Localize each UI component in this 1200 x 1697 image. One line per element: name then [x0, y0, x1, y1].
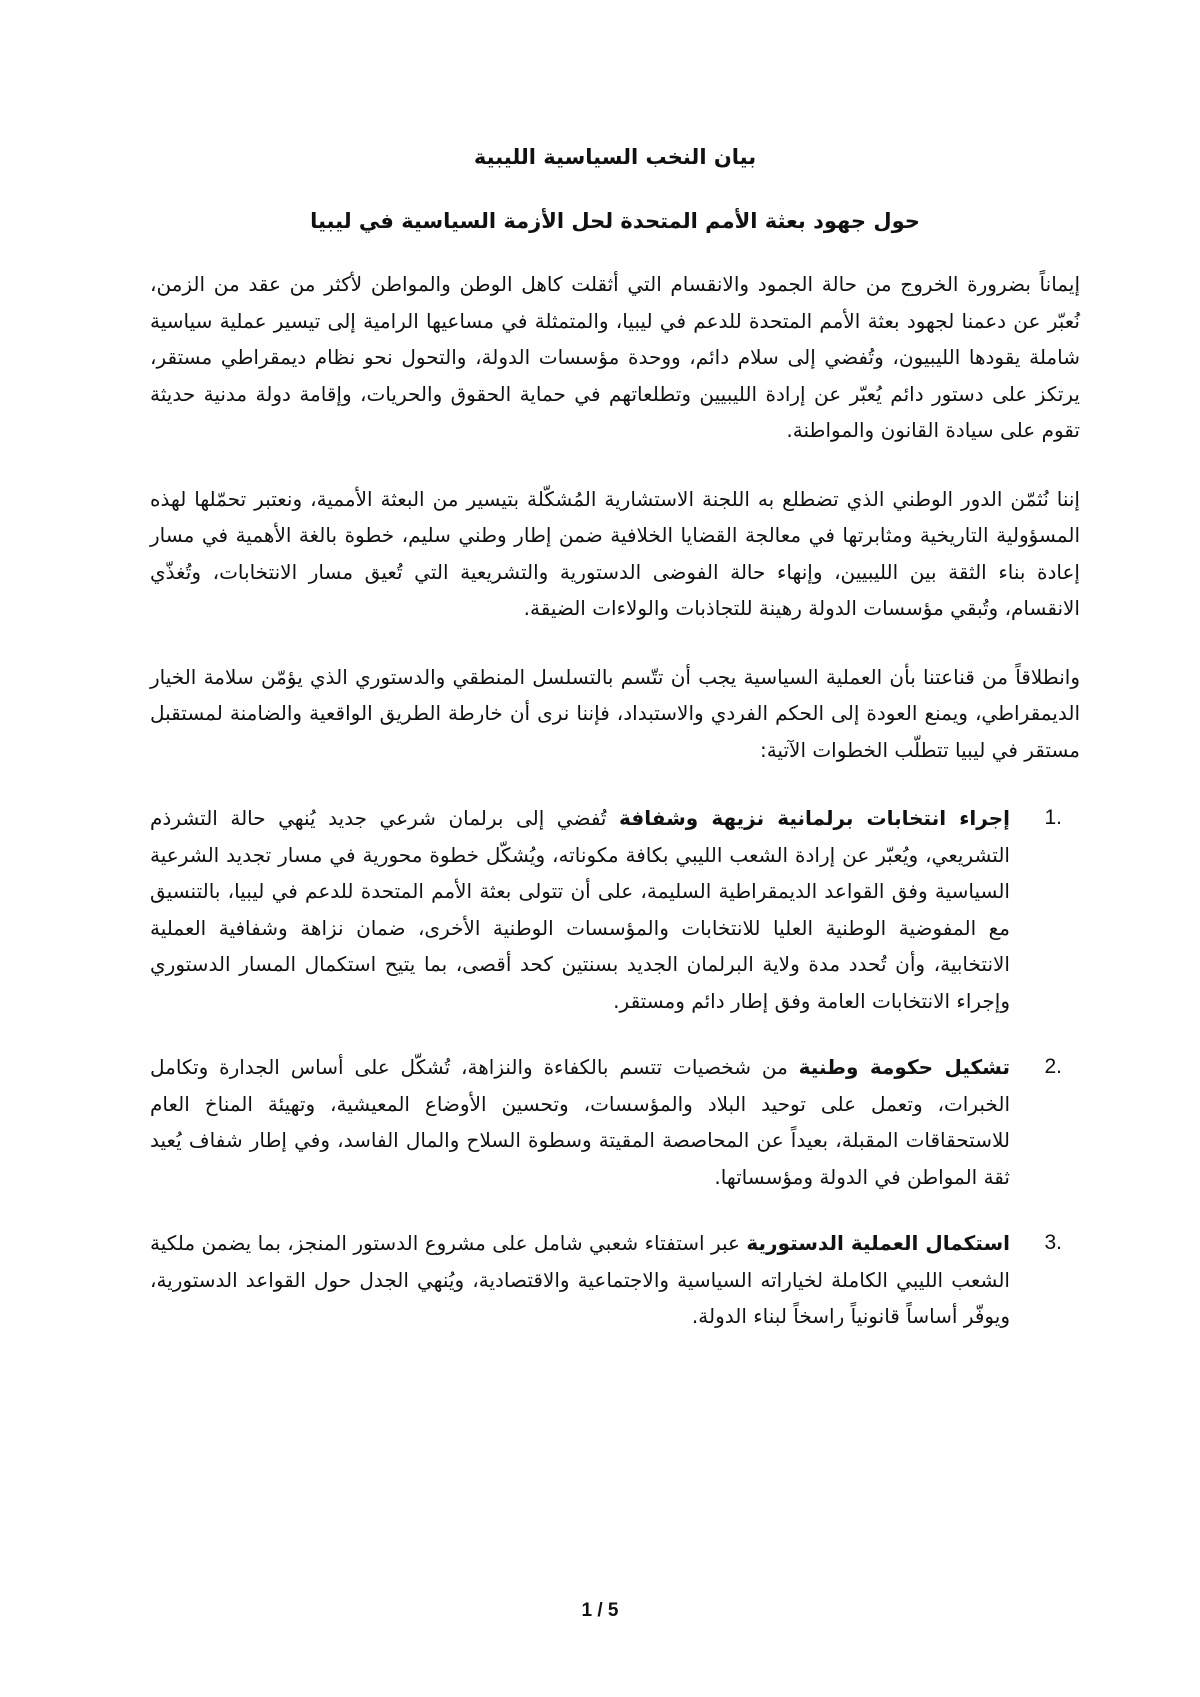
- step-text: عبر استفتاء شعبي شامل على مشروع الدستور المنجز، بما يضمن ملكية الشعب الليبي الكاملة لخياراته السياسية والاجتماعية والاقتصادية، ويُنهي الجدل حول القواعد الدستورية، ويوفّر أساساً قانونياً راسخاً لبناء الدولة.: [150, 1231, 1010, 1328]
- step-text: من شخصيات تتسم بالكفاءة والنزاهة، تُشكّل على أساس الجدارة وتكامل الخبرات، وتعمل على توحيد البلاد والمؤسسات، وتحسين الأوضاع المعيشية، وتهيئة المناخ العام للاستحقاقات المقبلة، بعيداً عن المحاصصة المقيتة وسطوة السلاح والمال الفاسد، وفي إطار شفاف يُعيد ثقة المواطن في الدولة ومؤسساتها.: [150, 1055, 1010, 1189]
- document-body: [150, 140, 1080, 1365]
- step-number: 1.: [1044, 806, 1062, 829]
- paragraph-intro: إيماناً بضرورة الخروج من حالة الجمود والانقسام التي أثقلت كاهل الوطن والمواطن لأكثر من عقد من الزمن، نُعبّر عن دعمنا لجهود بعثة الأمم المتحدة للدعم في ليبيا، والمتمثلة في مساعيها الرامية إلى تيسير عملية سياسية شاملة يقودها الليبيون، وتُفضي إلى سلام دائم، ووحدة مؤسسات الدولة، والتحول نحو نظام ديمقراطي مستقر، يرتكز على دستور دائم يُعبّر عن إرادة الليبيين وتطلعاتهم في حماية الحقوق والحريات، وإقامة دولة مدنية حديثة تقوم على سيادة القانون والمواطنة.: [150, 272, 1080, 442]
- steps-list: [150, 800, 1080, 1335]
- page-number: 1 / 5: [581, 1600, 619, 1621]
- document-subtitle: حول جهود بعثة الأمم المتحدة لحل الأزمة السياسية في ليبيا: [310, 209, 920, 233]
- step-number: 3.: [1044, 1231, 1062, 1254]
- document-title: بيان النخب السياسية الليبية: [473, 145, 757, 169]
- step-number: 2.: [1044, 1055, 1062, 1078]
- paragraph-advisory-committee: إننا نُثمّن الدور الوطني الذي تضطلع به اللجنة الاستشارية المُشكّلة بتيسير من البعثة الأممية، ونعتبر تحمّلها لهذه المسؤولية التاريخية ومثابرتها في معالجة القضايا الخلافية ضمن إطار وطني سليم، خطوة بالغة الأهمية في مسار إعادة بناء الثقة بين الليبيين، وإنهاء حالة الفوضى الدستورية والتشريعية التي تُعيق مسار الانتخابات، وتُغذّي الانقسام، وتُبقي مؤسسات الدولة رهينة للتجاذبات والولاءات الضيقة.: [150, 486, 1080, 620]
- step-text: تُفضي إلى برلمان شرعي جديد يُنهي حالة التشرذم التشريعي، ويُعبّر عن إرادة الشعب الليبي بكافة مكوناته، ويُشكّل خطوة محورية في مسار تجديد الشرعية السياسية وفق القواعد الديمقراطية السليمة، على أن تتولى بعثة الأمم المتحدة للدعم في ليبيا، بالتنسيق مع المفوضية الوطنية العليا للانتخابات والمؤسسات الوطنية الأخرى، ضمان نزاهة وشفافية العملية الانتخابية، وأن تُحدد مدة ولاية البرلمان الجديد بسنتين كحد أقصى، بما يتيح استكمال المسار الدستوري وإجراء الانتخابات العامة وفق إطار دائم ومستقر.: [150, 806, 1010, 1013]
- step-heading: تشكيل حكومة وطنية: [798, 1055, 1010, 1079]
- step-heading: استكمال العملية الدستورية: [746, 1231, 1010, 1255]
- list-item-step-3: [150, 1225, 1080, 1335]
- list-item-step-2: [150, 1049, 1080, 1195]
- step-heading: إجراء انتخابات برلمانية نزيهة وشفافة: [619, 806, 1010, 830]
- paragraph-roadmap: وانطلاقاً من قناعتنا بأن العملية السياسية يجب أن تتّسم بالتسلسل المنطقي والدستوري الذي يؤمّن سلامة الخيار الديمقراطي، ويمنع العودة إلى الحكم الفردي والاستبداد، فإننا نرى أن خارطة الطريق الواقعية والضامنة لمستقبل مستقر في ليبيا تتطلّب الخطوات الآتية:: [150, 664, 1080, 762]
- list-item-step-1: [150, 800, 1080, 1019]
